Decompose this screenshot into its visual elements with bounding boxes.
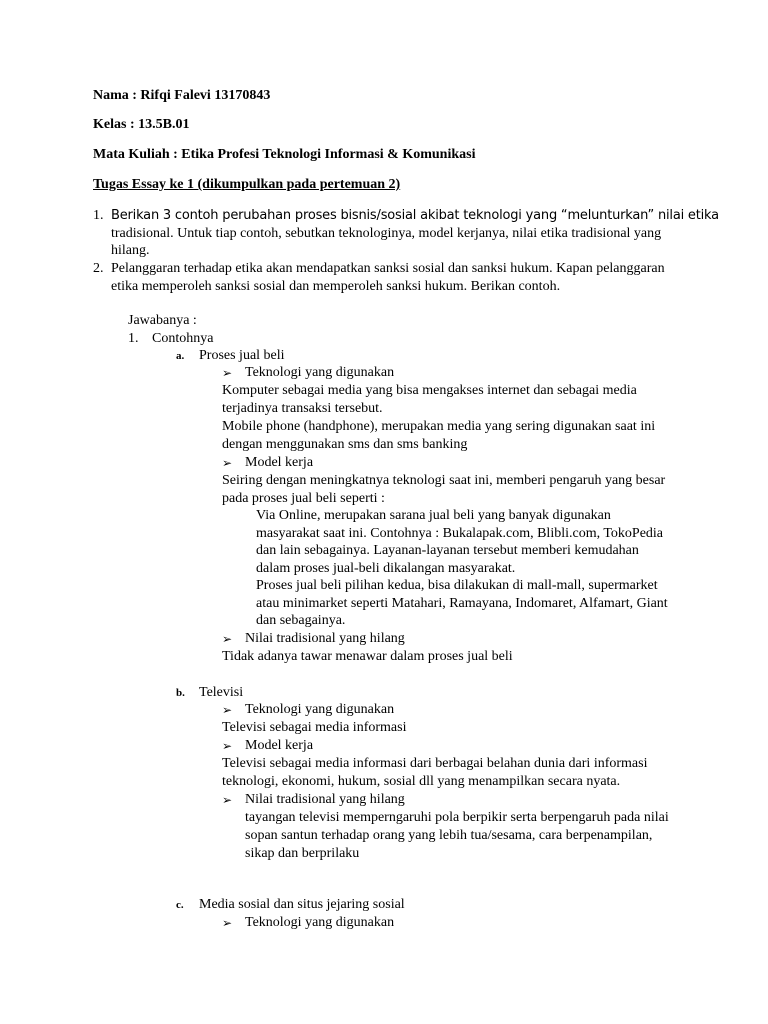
question-1-line: hilang. bbox=[111, 243, 150, 258]
item-a-tech-line: dengan menggunakan sms dan sms banking bbox=[222, 437, 468, 452]
item-a-tech-line: Komputer sebagai media yang bisa mengakses internet dan sebagai media bbox=[222, 383, 637, 398]
item-b-letter: b. bbox=[176, 687, 185, 699]
arrow-bullet-icon: ➢ bbox=[222, 916, 233, 930]
item-a-model-line: Seiring dengan meningkatnya teknologi saat ini, memberi pengaruh yang besar bbox=[222, 473, 666, 488]
arrow-bullet-icon: ➢ bbox=[222, 793, 233, 807]
answer-intro: Jawabanya : bbox=[128, 313, 197, 328]
item-a-model-sub-line: dan lain sebagainya. Layanan-layanan tersebut memberi kemudahan bbox=[256, 543, 639, 558]
assignment-title: Tugas Essay ke 1 (dikumpulkan pada pertemuan 2) bbox=[93, 177, 401, 192]
student-name: Nama : Rifqi Falevi 13170843 bbox=[93, 88, 271, 103]
item-c-tech-label: Teknologi yang digunakan bbox=[245, 915, 395, 930]
answer-number: 1. bbox=[128, 331, 139, 346]
arrow-bullet-icon: ➢ bbox=[222, 632, 233, 646]
question-2-line: etika memperoleh sanksi sosial dan memperoleh sanksi hukum. Berikan contoh. bbox=[111, 279, 561, 294]
item-a-tech-line: terjadinya transaksi tersebut. bbox=[222, 401, 383, 416]
answer-heading: Contohnya bbox=[152, 331, 214, 346]
item-a-model-sub-line: atau minimarket seperti Matahari, Ramayana, Indomaret, Alfamart, Giant bbox=[256, 596, 668, 611]
arrow-bullet-icon: ➢ bbox=[222, 703, 233, 717]
item-c-title: Media sosial dan situs jejaring sosial bbox=[199, 897, 405, 912]
item-b-nilai-line: sopan santun terhadap orang yang lebih tua/sesama, cara berpenampilan, bbox=[245, 828, 653, 843]
item-a-model-sub-line: dan sebagainya. bbox=[256, 613, 346, 628]
item-a-letter: a. bbox=[176, 350, 185, 362]
question-1-number: 1. bbox=[93, 208, 104, 223]
item-a-tech-label: Teknologi yang digunakan bbox=[245, 365, 395, 380]
course-title: Mata Kuliah : Etika Profesi Teknologi Informasi & Komunikasi bbox=[93, 147, 476, 162]
item-a-model-sub-line: Via Online, merupakan sarana jual beli yang banyak digunakan bbox=[256, 508, 611, 523]
item-a-tech-line: Mobile phone (handphone), merupakan media yang sering digunakan saat ini bbox=[222, 419, 656, 434]
item-a-model-label: Model kerja bbox=[245, 455, 314, 470]
item-b-tech-label: Teknologi yang digunakan bbox=[245, 702, 395, 717]
item-a-nilai-line: Tidak adanya tawar menawar dalam proses jual beli bbox=[222, 649, 513, 664]
item-a-model-line: pada proses jual beli seperti : bbox=[222, 491, 385, 506]
item-a-title: Proses jual beli bbox=[199, 348, 285, 363]
item-a-model-sub-line: dalam proses jual-beli dikalangan masyarakat. bbox=[256, 561, 516, 576]
arrow-bullet-icon: ➢ bbox=[222, 739, 233, 753]
question-1-line: tradisional. Untuk tiap contoh, sebutkan teknologinya, model kerjanya, nilai etika tradisional yang bbox=[111, 226, 662, 241]
question-1-line: Berikan 3 contoh perubahan proses bisnis/sosial akibat teknologi yang “melunturkan” nilai etika bbox=[111, 208, 719, 223]
student-class: Kelas : 13.5B.01 bbox=[93, 117, 190, 132]
item-a-model-sub-line: Proses jual beli pilihan kedua, bisa dilakukan di mall-mall, supermarket bbox=[256, 578, 658, 593]
arrow-bullet-icon: ➢ bbox=[222, 456, 233, 470]
item-b-nilai-label: Nilai tradisional yang hilang bbox=[245, 792, 405, 807]
item-b-nilai-line: sikap dan berprilaku bbox=[245, 846, 360, 861]
item-c-letter: c. bbox=[176, 899, 184, 911]
item-b-model-label: Model kerja bbox=[245, 738, 314, 753]
item-a-model-sub-line: masyarakat saat ini. Contohnya : Bukalapak.com, Blibli.com, TokoPedia bbox=[256, 526, 664, 541]
item-b-nilai-line: tayangan televisi memperngaruhi pola berpikir serta berpengaruh pada nilai bbox=[245, 810, 669, 825]
arrow-bullet-icon: ➢ bbox=[222, 366, 233, 380]
question-2-line: Pelanggaran terhadap etika akan mendapatkan sanksi sosial dan sanksi hukum. Kapan pelanggaran bbox=[111, 261, 665, 276]
question-2-number: 2. bbox=[93, 261, 104, 276]
item-b-title: Televisi bbox=[199, 685, 244, 700]
item-b-model-line: Televisi sebagai media informasi dari berbagai belahan dunia dari informasi bbox=[222, 756, 648, 771]
item-a-nilai-label: Nilai tradisional yang hilang bbox=[245, 631, 405, 646]
item-b-model-line: teknologi, ekonomi, hukum, sosial dll yang menampilkan secara nyata. bbox=[222, 774, 621, 789]
item-b-tech-line: Televisi sebagai media informasi bbox=[222, 720, 407, 735]
